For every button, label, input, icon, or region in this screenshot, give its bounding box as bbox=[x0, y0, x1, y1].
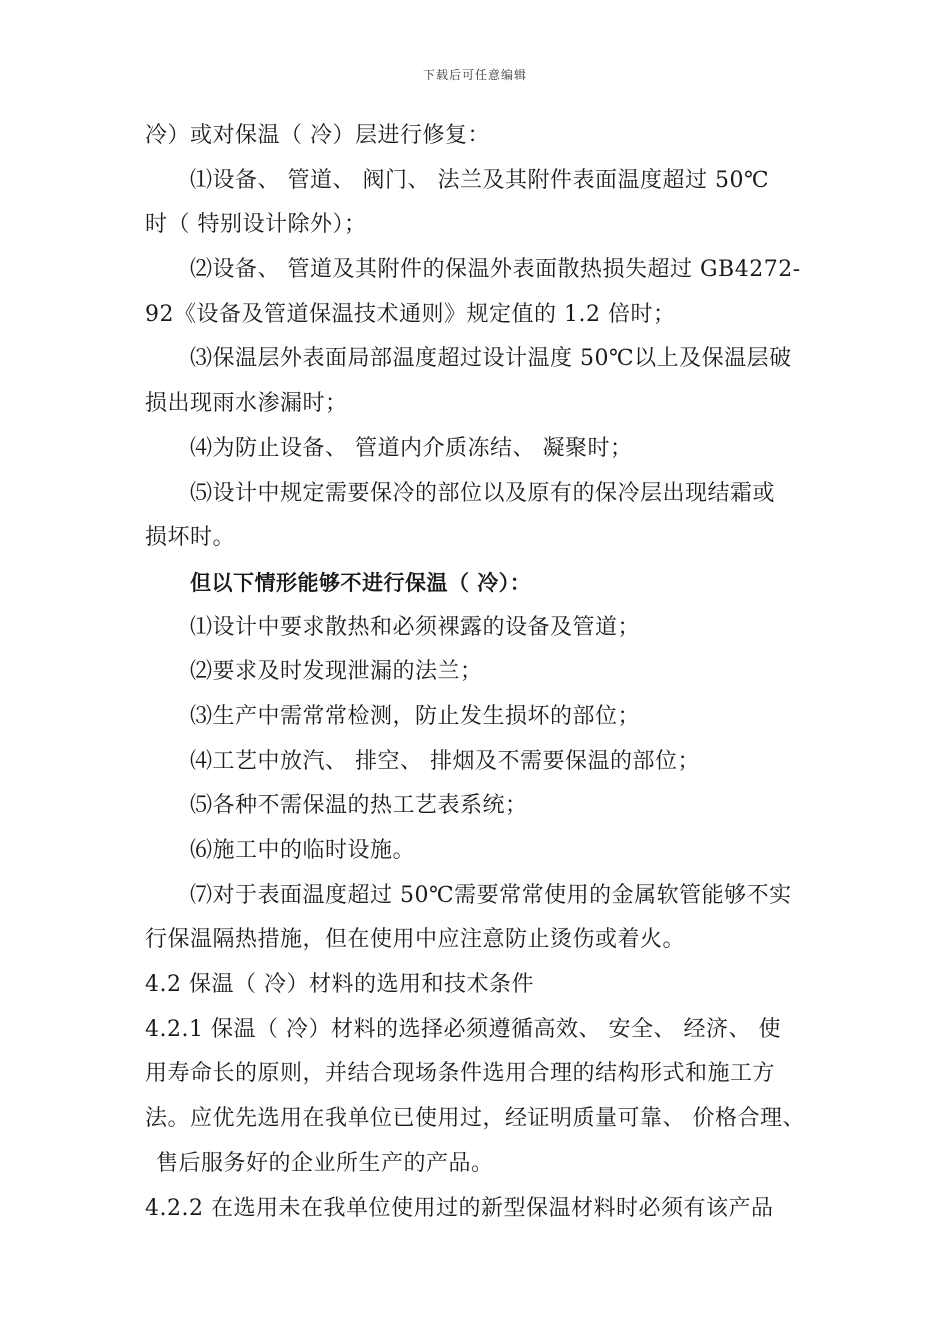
text-line: ⑷工艺中放汽、 排空、 排烟及不需要保温的部位； bbox=[190, 748, 700, 774]
text-line: 用寿命长的原则，并结合现场条件选用合理的结构形式和施工方 bbox=[145, 1061, 776, 1087]
text-line: 损出现雨水渗漏时； bbox=[145, 391, 348, 417]
text-line: ⑸设计中规定需要保冷的部位以及原有的保冷层出现结霜或 bbox=[190, 480, 776, 506]
text-line: ⑴设备、 管道、 阀门、 法兰及其附件表面温度超过 50℃ bbox=[190, 167, 770, 193]
text-line: ⑸各种不需保温的热工艺表系统； bbox=[190, 793, 528, 819]
text-line: 4.2.2 在选用未在我单位使用过的新型保温材料时必须有该产品 bbox=[145, 1195, 774, 1221]
text-line: ⑵要求及时发现泄漏的法兰； bbox=[190, 659, 483, 685]
text-line: ⑵设备、 管道及其附件的保温外表面散热损失超过 GB4272- bbox=[190, 257, 801, 283]
text-line: 售后服务好的企业所生产的产品。 bbox=[156, 1150, 494, 1176]
text-line: 损坏时。 bbox=[145, 525, 236, 551]
text-line: ⑴设计中要求散热和必须裸露的设备及管道； bbox=[190, 614, 641, 640]
text-line: ⑶保温层外表面局部温度超过设计温度 50℃以上及保温层破 bbox=[190, 346, 792, 372]
text-line: 4.2.1 保温（ 冷）材料的选择必须遵循高效、 安全、 经济、 使 bbox=[145, 1016, 781, 1042]
document-body bbox=[145, 114, 825, 1231]
text-line: 冷）或对保温（ 冷）层进行修复： bbox=[145, 123, 490, 148]
text-line: ⑷为防止设备、 管道内介质冻结、 凝聚时； bbox=[190, 435, 633, 461]
page-header-note: 下载后可任意编辑 bbox=[422, 68, 527, 82]
section-heading: 但以下情形能够不进行保温（ 冷）： bbox=[190, 570, 532, 595]
text-line: 法。应优先选用在我单位已使用过，经证明质量可靠、 价格合理、 bbox=[145, 1106, 805, 1132]
text-line: 92《设备及管道保温技术通则》规定值的 1.2 倍时； bbox=[145, 301, 676, 327]
text-line: 时（ 特别设计除外）； bbox=[145, 212, 367, 238]
text-line: ⑶生产中需常常检测，防止发生损坏的部位； bbox=[190, 703, 641, 729]
text-line: ⑺对于表面温度超过 50℃需要常常使用的金属软管能够不实 bbox=[190, 882, 792, 908]
section-title: 4.2 保温（ 冷）材料的选用和技术条件 bbox=[145, 972, 534, 998]
text-line: ⑹施工中的临时设施。 bbox=[190, 838, 416, 863]
text-line: 行保温隔热措施，但在使用中应注意防止烫伤或着火。 bbox=[145, 927, 686, 953]
